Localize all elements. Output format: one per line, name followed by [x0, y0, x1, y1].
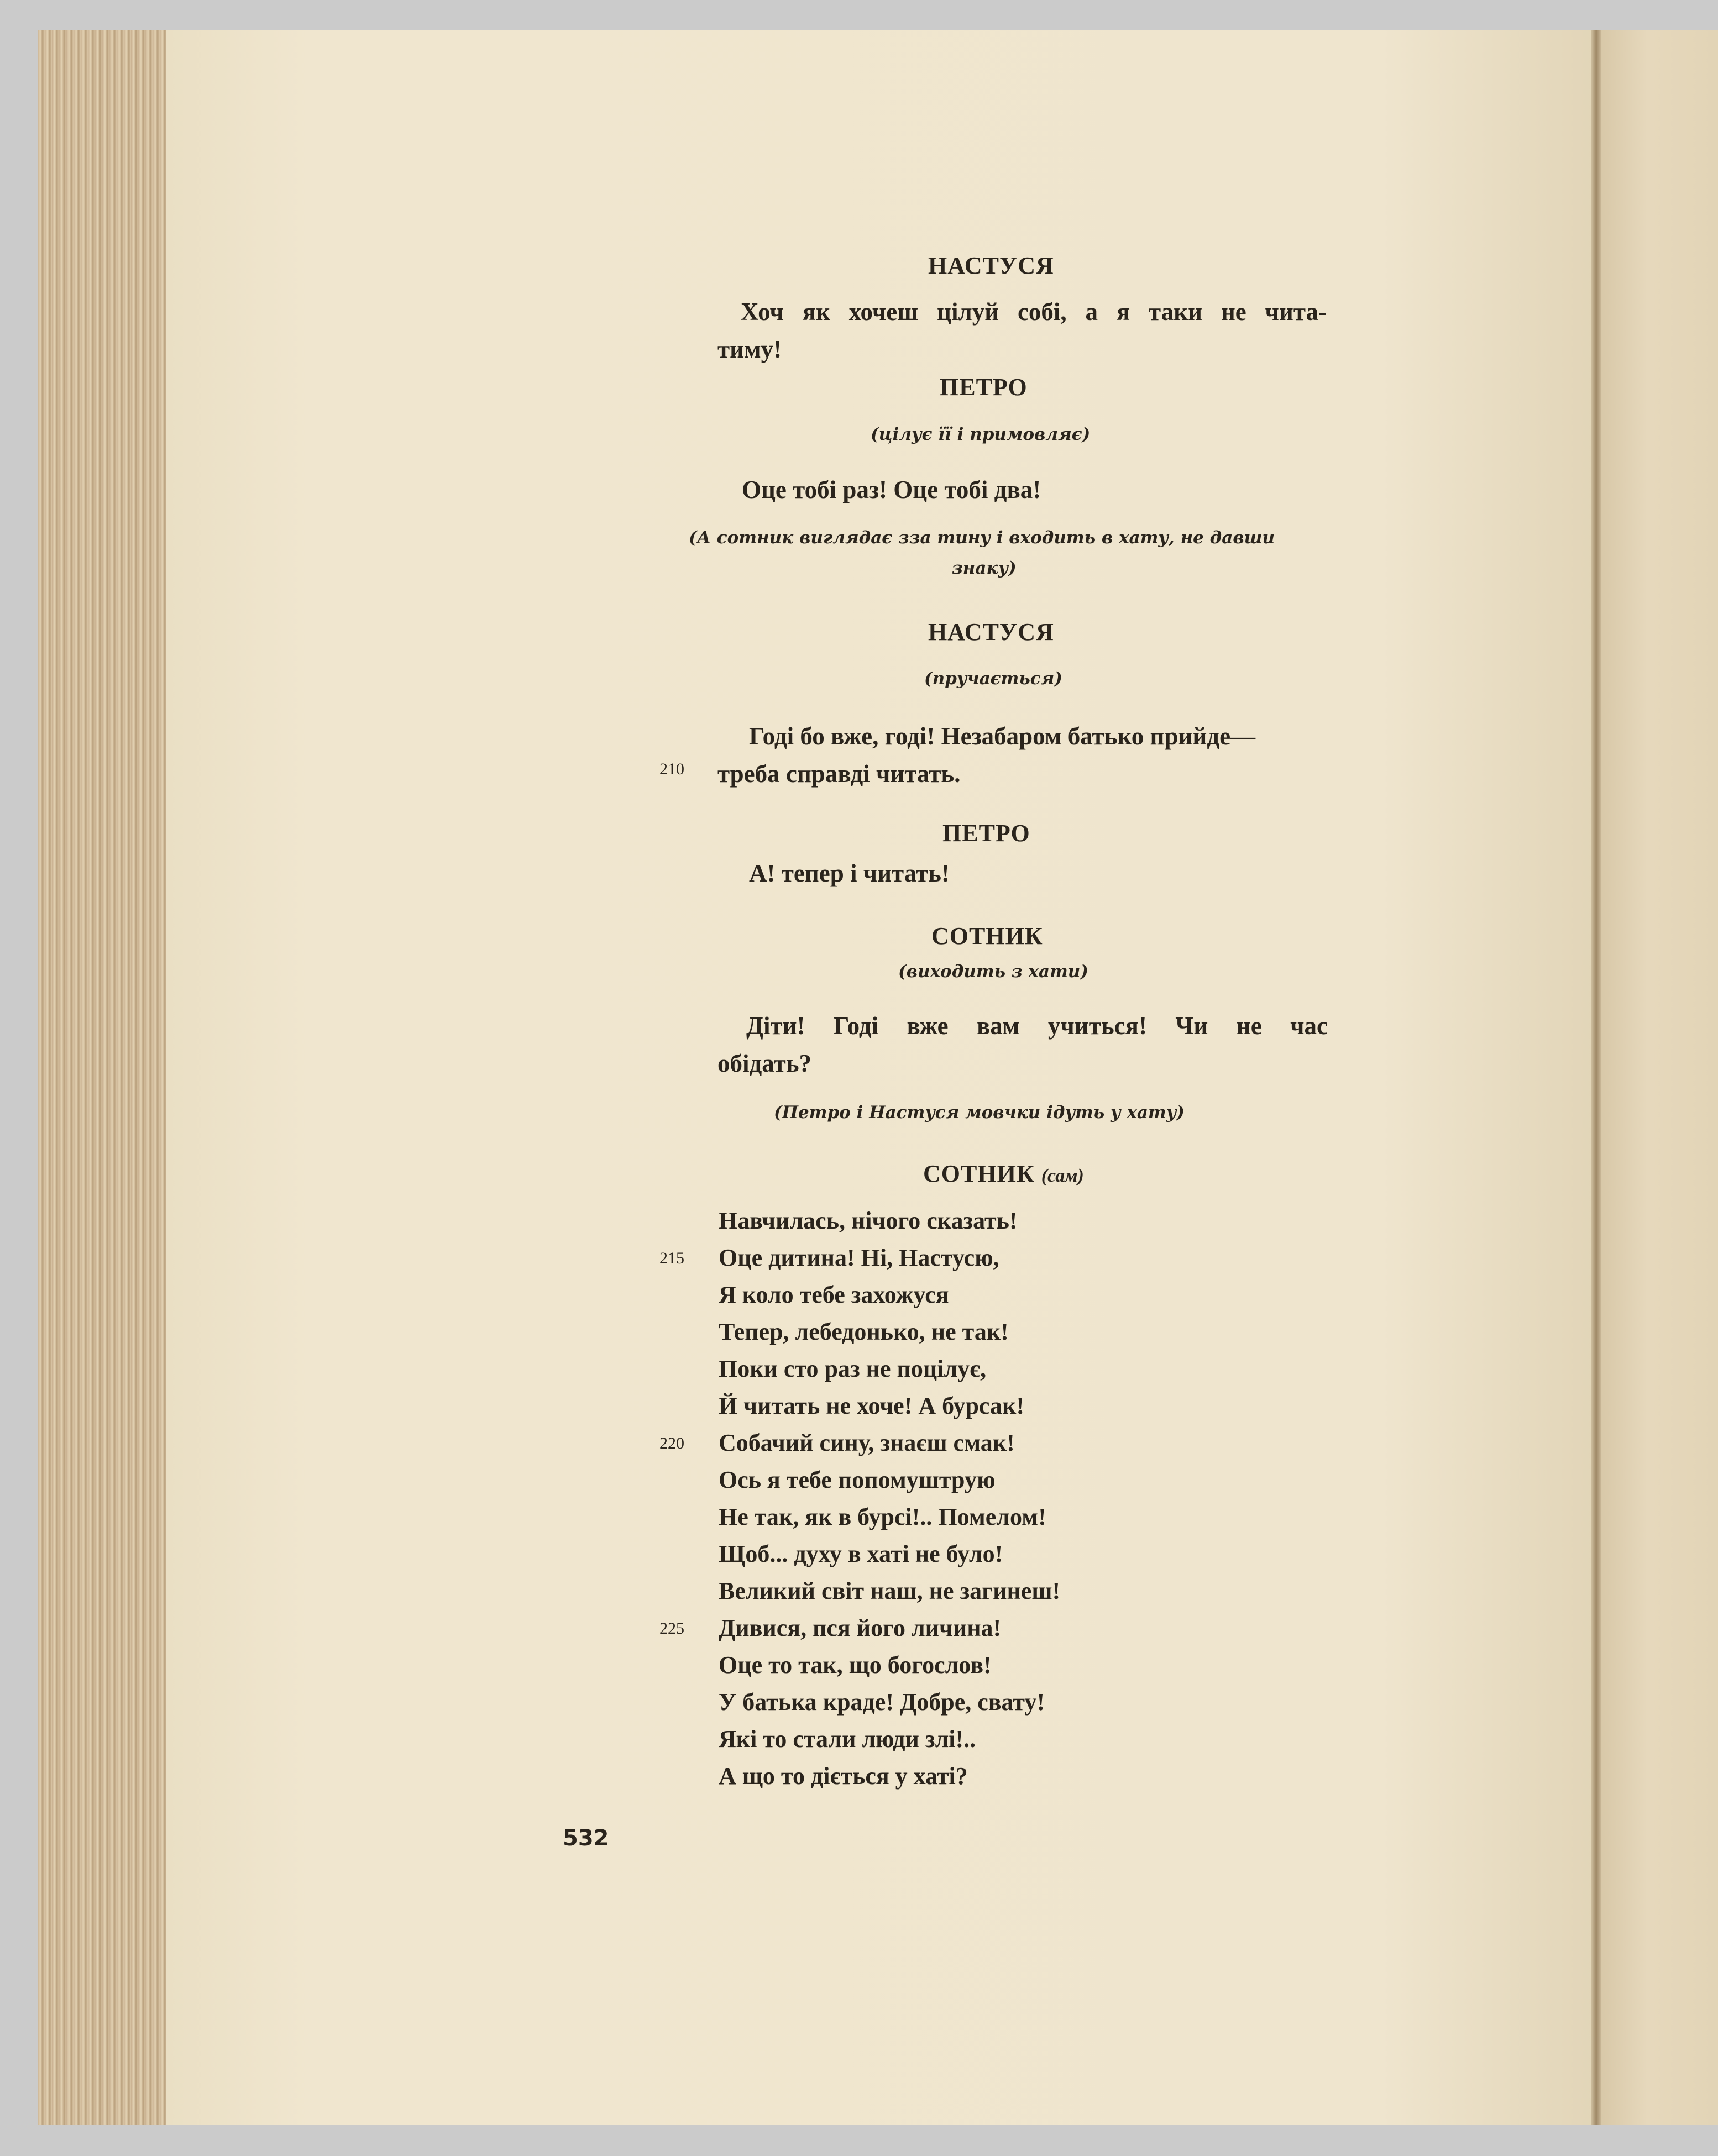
line-number: 210 — [659, 760, 684, 778]
speaker-petro: ПЕТРО — [942, 820, 1030, 847]
verse-line: Оце дитина! Ні, Настусю, — [719, 1244, 999, 1271]
verse-line: Великий світ наш, не загинеш! — [719, 1577, 1061, 1604]
book-gutter — [1591, 30, 1601, 2125]
speaker-name: СОТНИК — [923, 1160, 1035, 1187]
verse-line: Оце то так, що богослов! — [719, 1651, 992, 1678]
stage-direction: (виходить з хати) — [898, 962, 1089, 982]
line-number: 215 — [659, 1249, 684, 1267]
dialogue-line: Оце тобі раз! Оце тобі два! — [742, 476, 1041, 503]
dialogue-line: Годі бо вже, годі! Незабаром батько прийде— — [749, 722, 1256, 750]
verse-line: Щоб... духу в хаті не було! — [719, 1540, 1003, 1567]
verse-line: Ось я тебе попомуштрую — [719, 1466, 996, 1493]
verse-line: Навчилась, нічого сказать! — [719, 1207, 1018, 1234]
dialogue-line: А! тепер і читать! — [749, 859, 950, 887]
verse-line: Тепер, лебедонько, не так! — [719, 1318, 1009, 1345]
stage-direction: (А сотник виглядає зза тину і входить в хату, не давши — [689, 528, 1275, 548]
speaker-nastusia: НАСТУСЯ — [928, 252, 1054, 279]
verse-line: Я коло тебе захожуся — [719, 1281, 949, 1308]
dialogue-line: обідать? — [717, 1050, 812, 1077]
speaker-sotnyk: СОТНИК — [931, 922, 1043, 950]
stage-direction: (цілує її і примовляє) — [871, 424, 1091, 444]
verse-line: Не так, як в бурсі!.. Помелом! — [719, 1503, 1046, 1530]
speaker-petro: ПЕТРО — [940, 374, 1028, 401]
book-page-edges — [38, 30, 170, 2125]
stage-direction: (Петро і Настуся мовчки ідуть у хату) — [774, 1103, 1185, 1122]
dialogue-line: Діти! Годі вже вам учиться! Чи не час — [746, 1012, 1328, 1040]
book-page — [166, 30, 1595, 2125]
verse-line: А що то діється у хаті? — [719, 1762, 968, 1790]
speaker-sotnyk — [923, 1160, 1084, 1188]
verse-line: Поки сто раз не поцілує, — [719, 1355, 987, 1382]
line-number: 220 — [659, 1434, 684, 1452]
verse-line: Які то стали люди злі!.. — [719, 1725, 976, 1753]
stage-direction: (пручається) — [924, 669, 1063, 689]
speaker-nastusia: НАСТУСЯ — [928, 618, 1054, 646]
verse-line: Дивися, пся його личина! — [719, 1614, 1002, 1641]
page-number: 532 — [563, 1825, 609, 1851]
dialogue-line: тиму! — [717, 335, 782, 363]
stage-direction: знаку) — [952, 558, 1017, 578]
verse-line: Собачий сину, знаєш смак! — [719, 1429, 1015, 1456]
dialogue-line: треба справді читать. — [717, 760, 961, 788]
line-number: 225 — [659, 1619, 684, 1638]
verse-line: Й читать не хоче! А бурсак! — [719, 1392, 1024, 1419]
stage-direction: (сам) — [1041, 1166, 1084, 1186]
verse-line: У батька краде! Добре, свату! — [719, 1688, 1045, 1716]
facing-page-edge — [1601, 30, 1718, 2125]
dialogue-line: Хоч як хочеш цілуй собі, а я таки не чита- — [741, 298, 1327, 326]
